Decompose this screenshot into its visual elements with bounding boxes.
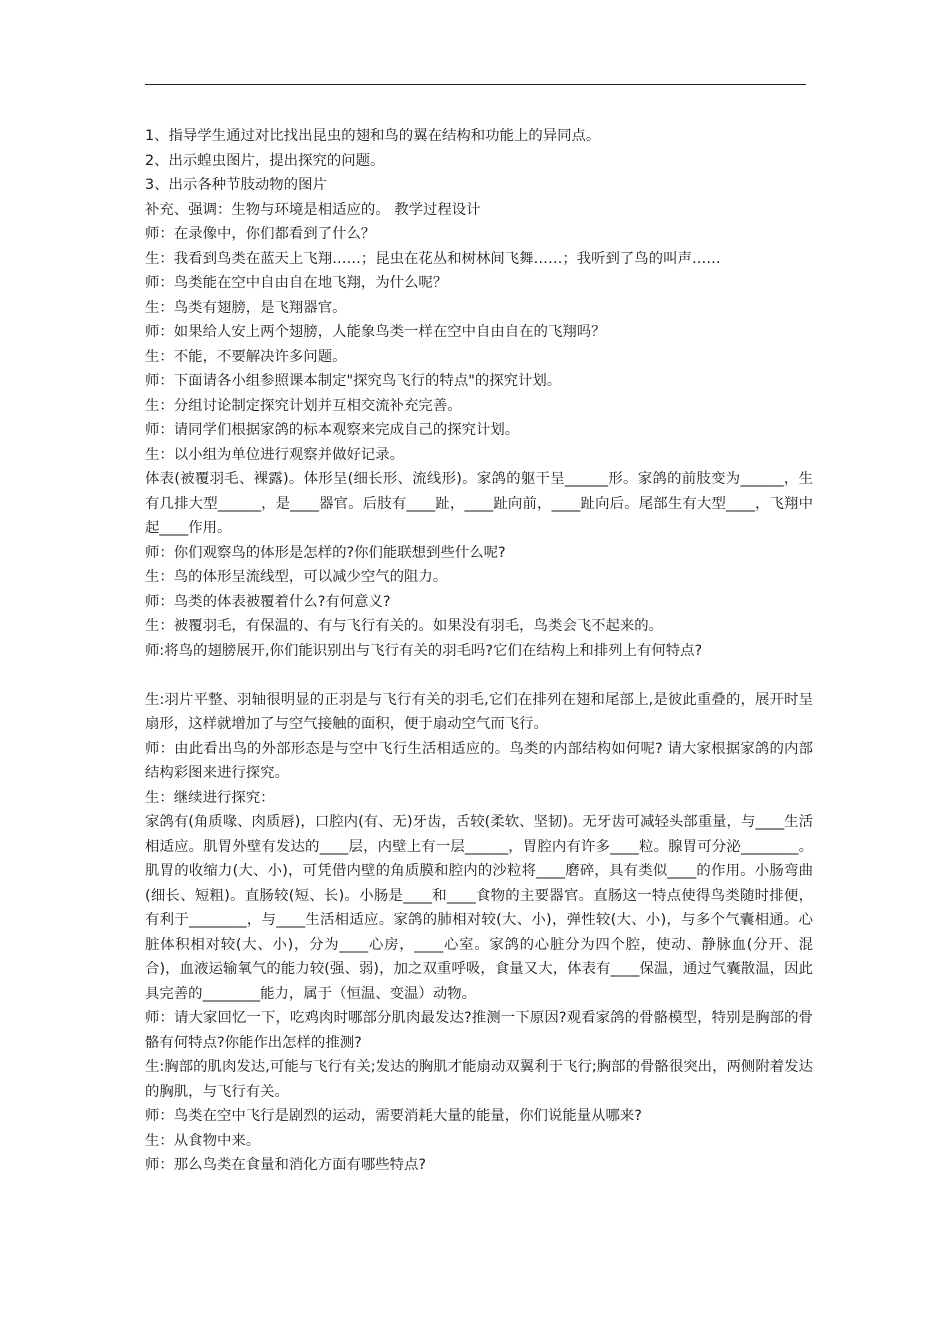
paragraph: 体表(被覆羽毛、裸露)。体形呈(细长形、流线形)。家鸽的躯干呈______形。家鸽的前肢变为______，生有几排大型______，是____器官。后肢有____趾，____趾向前，____趾向后。尾部生有大型____，飞翔中起____作用。 [145, 471, 813, 536]
paragraph: 师：你们观察鸟的体形是怎样的?你们能联想到些什么呢? [145, 544, 506, 561]
paragraph: 生：以小组为单位进行观察并做好记录。 [145, 446, 405, 463]
paragraph: 补充、强调：生物与环境是相适应的。 教学过程设计 [145, 201, 481, 218]
paragraph: 师：那么鸟类在食量和消化方面有哪些特点? [145, 1157, 427, 1173]
paragraph: 2、出示蝗虫图片，提出探究的问题。 [145, 152, 385, 169]
paragraph: 师：请大家回忆一下，吃鸡肉时哪部分肌肉最发达?推测一下原因?观看家鸽的骨骼模型，特别是胸部的骨骼有何特点?你能作出怎样的推测? [145, 1010, 813, 1051]
paragraph: 生：鸟类有翅膀，是飞翔器官。 [145, 299, 347, 316]
paragraph: 师：鸟类能在空中自由自在地飞翔，为什么呢？ [145, 275, 448, 291]
blank-line [145, 663, 813, 688]
paragraph: 师：下面请各小组参照课本制定"探究鸟飞行的特点"的探究计划。 [145, 373, 562, 389]
paragraph: 师:将鸟的翅膀展开,你们能识别出与飞行有关的羽毛吗?它们在结构上和排列上有何特点? [145, 642, 703, 659]
paragraph: 生：继续进行探究： [145, 789, 275, 806]
paragraph: 师：在录像中，你们都看到了什么？ [145, 226, 376, 242]
paragraph: 师：如果给人安上两个翅膀，人能象鸟类一样在空中自由自在的飞翔吗？ [145, 324, 606, 340]
paragraph: 师：请同学们根据家鸽的标本观察来完成自己的探究计划。 [145, 422, 520, 438]
paragraph: 师：鸟类的体表被覆着什么?有何意义? [145, 593, 391, 610]
paragraph: 生：不能，不要解决许多问题。 [145, 348, 347, 365]
paragraph: 师：由此看出鸟的外部形态是与空中飞行生活相适应的。鸟类的内部结构如何呢? 请大家根据家鸽的内部结构彩图来进行探究。 [145, 740, 813, 781]
paragraph: 生：分组讨论制定探究计划并互相交流补充完善。 [145, 397, 462, 414]
paragraph: 生：从食物中来。 [145, 1132, 261, 1149]
paragraph: 1、指导学生通过对比找出昆虫的翅和鸟的翼在结构和功能上的异同点。 [145, 128, 601, 144]
paragraph: 家鸽有(角质喙、肉质唇)，口腔内(有、无)牙齿，舌较(柔软、坚韧)。无牙齿可减轻头部重量，与____生活相适应。肌胃外壁有发达的____层，内壁上有一层______，胃腔内有许多____粒。腺胃可分泌________。肌胃的收缩力(大、小)，可凭借内壁的角质膜和腔内的沙粒将____磨碎，具有类似____的作用。小肠弯曲(细长、短粗)。直肠较(短、长)。小肠是____和____食物的主要器官。直肠这一特点使得鸟类随时排便，有利于________，与____生活相适应。家鸽的肺相对较(大、小)，弹性较(大、小)，与多个气囊相通。心脏体积相对较(大、小)，分为____心房，____心室。家鸽的心脏分为四个腔，使动、静脉血(分开、混合)，血液运输氧气的能力较(强、弱)，加之双重呼吸，食量又大，体表有____保温，通过气囊散温，因此具完善的________能力，属于（恒温、变温）动物。 [145, 814, 813, 1002]
paragraph: 生:羽片平整、羽轴很明显的正羽是与飞行有关的羽毛,它们在排列在翅和尾部上,是彼此重叠的，展开时呈扇形，这样就增加了与空气接触的面积，便于扇动空气而飞行。 [145, 691, 813, 732]
header-rule [145, 84, 806, 85]
paragraph: 生：我看到鸟类在蓝天上飞翔……；昆虫在花丛和树林间飞舞……；我听到了鸟的叫声…… [145, 250, 721, 267]
paragraph: 生：被覆羽毛，有保温的、有与飞行有关的。如果没有羽毛，鸟类会飞不起来的。 [145, 618, 664, 634]
paragraph: 生:胸部的肌肉发达,可能与飞行有关;发达的胸肌才能扇动双翼利于飞行;胸部的骨骼很突出，两侧附着发达的胸肌，与飞行有关。 [145, 1059, 813, 1100]
paragraph: 生：鸟的体形呈流线型，可以减少空气的阻力。 [145, 569, 448, 585]
paragraph: 3、出示各种节肢动物的图片 [145, 177, 327, 193]
document-body [145, 124, 813, 1178]
paragraph: 师：鸟类在空中飞行是剧烈的运动，需要消耗大量的能量，你们说能量从哪来? [145, 1108, 642, 1124]
